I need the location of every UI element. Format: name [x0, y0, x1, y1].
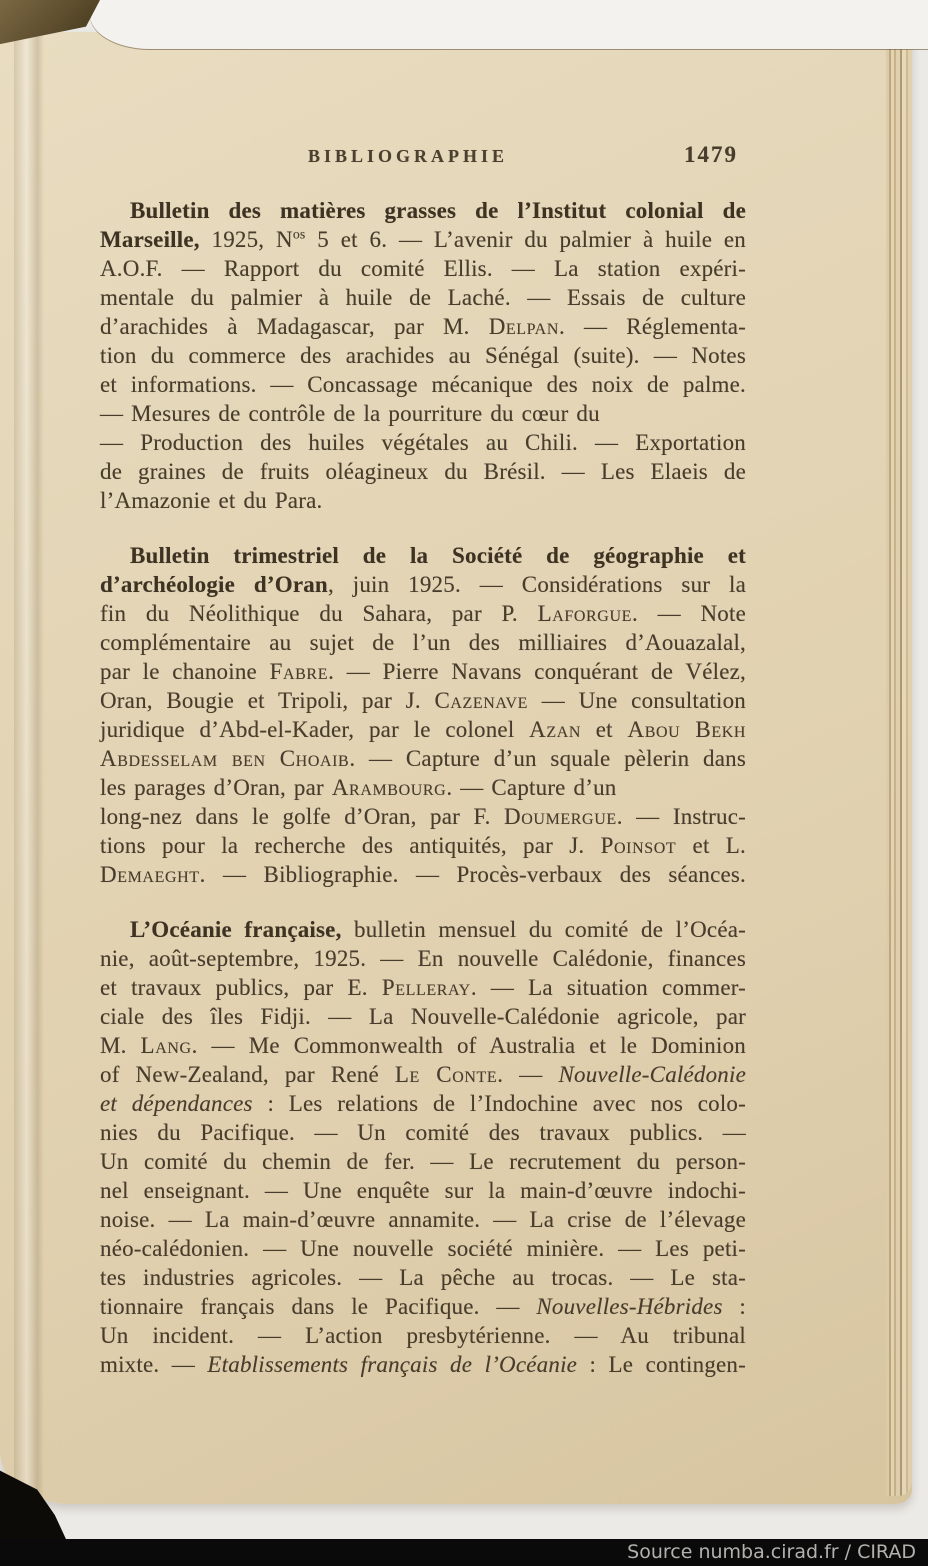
paragraph	[100, 915, 746, 1379]
text-line: Oran, Bougie et Tripoli, par J. Cazenave — Une consultation	[100, 688, 747, 713]
text-line: of New-Zealand, par René Le Conte. — Nouvelle-Calédonie	[100, 1062, 746, 1087]
page-header	[100, 142, 746, 174]
text-line: tion du commerce des arachides au Sénégal (suite). — Notes	[100, 343, 746, 368]
facing-page-edge	[90, 0, 928, 49]
text-line: et informations. — Concassage mécanique des noix de palme.	[100, 372, 746, 397]
text-line: par le chanoine Fabre. — Pierre Navans conquérant de Vélez,	[100, 659, 746, 684]
text-line: tes industries agricoles. — La pêche au trocas. — Le sta-	[100, 1265, 746, 1290]
paragraph	[100, 196, 746, 515]
text-line: mixte. — Etablissements français de l’Océanie : Le contingen-	[100, 1352, 746, 1377]
text-line: nel enseignant. — Une enquête sur la main-d’œuvre indochi-	[100, 1178, 746, 1203]
text-line: d’arachides à Madagascar, par M. Delpan. — Réglementa-	[100, 314, 746, 339]
text-line: A.O.F. — Rapport du comité Ellis. — La station expéri-	[100, 256, 746, 281]
source-credit-bar	[0, 1539, 928, 1566]
text-line: nies du Pacifique. — Un comité des travaux publics. —	[100, 1120, 746, 1145]
text-line: néo-calédonien. — Une nouvelle société minière. — Les peti-	[100, 1236, 746, 1261]
text-line: d’archéologie d’Oran, juin 1925. — Considérations sur la	[100, 572, 746, 597]
text-line: tionnaire français dans le Pacifique. — Nouvelles-Hébrides :	[100, 1294, 746, 1319]
text-line: noise. — La main-d’œuvre annamite. — La crise de l’élevage	[100, 1207, 746, 1232]
text-line: Abdesselam ben Choaib. — Capture d’un squale pèlerin dans	[100, 746, 746, 771]
text-line: tions pour la recherche des antiquités, par J. Poinsot et L.	[100, 833, 746, 858]
text-line: nie, août-septembre, 1925. — En nouvelle Calédonie, finances	[100, 946, 746, 971]
text-line: fin du Néolithique du Sahara, par P. Laforgue. — Note	[100, 601, 746, 626]
page-number: 1479	[684, 142, 738, 167]
text-line: Bulletin trimestriel de la Société de géographie et	[130, 543, 746, 568]
text-line: de graines de fruits oléagineux du Brésil. — Les Elaeis de	[100, 459, 746, 484]
page-crease	[14, 32, 44, 1504]
text-line: Un incident. — L’action presbytérienne. — Au tribunal	[100, 1323, 746, 1348]
text-line: — Production des huiles végétales au Chili. — Exportation	[100, 430, 746, 455]
text-block	[100, 142, 746, 1379]
text-line: L’Océanie française, bulletin mensuel du comité de l’Océa-	[130, 917, 746, 942]
running-title: BIBLIOGRAPHIE	[307, 146, 509, 166]
text-line: complémentaire au sujet de l’un des milliaires d’Aouazalal,	[100, 630, 746, 655]
text-line: — Mesures de contrôle de la pourriture du cœur du	[100, 401, 600, 426]
text-line: et dépendances : Les relations de l’Indochine avec nos colo-	[100, 1091, 746, 1116]
bibliography-entries	[100, 196, 746, 1379]
text-line: Un comité du chemin de fer. — Le recrutement du person-	[100, 1149, 746, 1174]
source-credit: Source numba.cirad.fr / CIRAD	[627, 1541, 916, 1563]
paragraph	[100, 541, 746, 889]
text-line: Demaeght. — Bibliographie. — Procès-verbaux des séances.	[100, 862, 746, 887]
text-line: M. Lang. — Me Commonwealth of Australia et le Dominion	[100, 1033, 746, 1058]
text-line: long-nez dans le golfe d’Oran, par F. Doumergue. — Instruc-	[100, 804, 746, 829]
text-line: juridique d’Abd-el-Kader, par le colonel Azan et Abou Bekh	[100, 717, 747, 742]
page-stack-edges	[886, 46, 912, 1496]
text-line: ciale des îles Fidji. — La Nouvelle-Calédonie agricole, par	[100, 1004, 746, 1029]
text-line: les parages d’Oran, par Arambourg. — Capture d’un	[100, 775, 617, 800]
text-line: et travaux publics, par E. Pelleray. — La situation commer-	[100, 975, 746, 1000]
text-line: Marseille, 1925, $N^{os}$ 5 et 6. — L’avenir du palmier à huile en	[100, 226, 746, 252]
text-line: Bulletin des matières grasses de l’Institut colonial de	[130, 198, 746, 223]
text-line: mentale du palmier à huile de Laché. — Essais de culture	[100, 285, 746, 310]
text-line: l’Amazonie et du Para.	[100, 488, 323, 513]
